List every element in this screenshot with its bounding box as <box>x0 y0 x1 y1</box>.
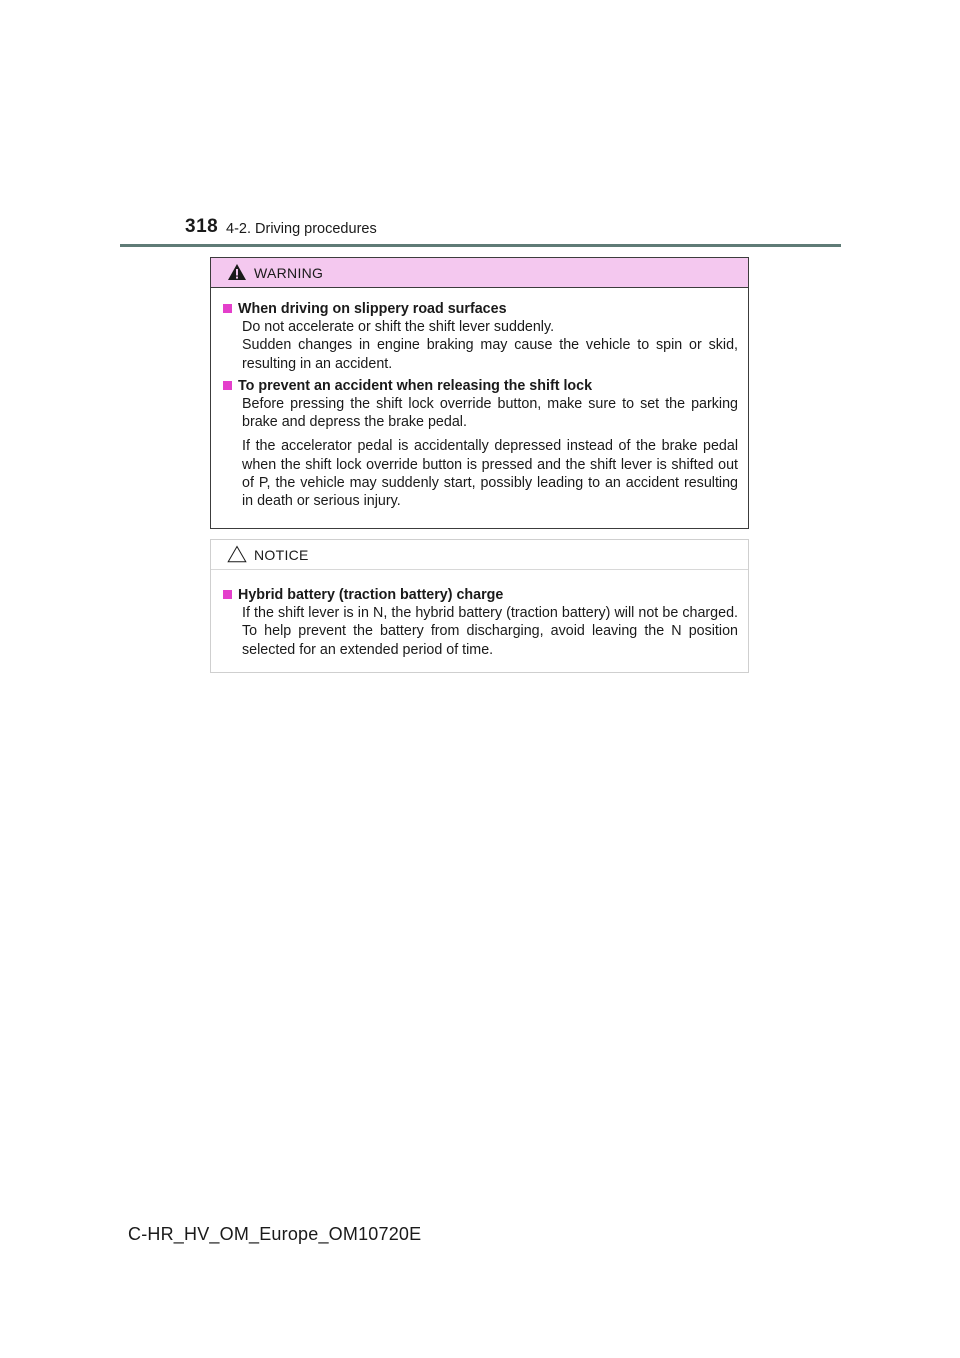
item-title: Hybrid battery (traction battery) charge <box>238 587 504 603</box>
item-title: To prevent an accident when releasing the shift lock <box>238 377 593 394</box>
warning-icon <box>227 263 247 281</box>
paragraph: Do not accelerate or shift the shift lever suddenly. <box>242 319 555 336</box>
warning-item-heading <box>223 377 738 395</box>
square-bullet-icon <box>223 304 232 313</box>
caution-icon <box>227 545 247 563</box>
warning-label: WARNING <box>254 265 324 281</box>
warning-body <box>211 288 748 510</box>
square-bullet-icon <box>223 590 232 599</box>
warning-header <box>211 258 748 288</box>
notice-header <box>211 540 748 570</box>
footer-document-code: C-HR_HV_OM_Europe_OM10720E <box>128 1224 422 1244</box>
notice-box <box>210 539 749 673</box>
item-title: When driving on slippery road surfaces <box>238 301 507 317</box>
paragraph: If the shift lever is in N, the hybrid battery (traction battery) will not be charged. To help prevent the battery from discharging, avoid leaving the N position selected for an extended period of time. <box>242 605 738 658</box>
paragraph: Before pressing the shift lock override button, make sure to set the parking brake and depress the brake pedal. <box>242 396 738 431</box>
notice-label: NOTICE <box>254 547 309 563</box>
square-bullet-icon <box>223 381 232 390</box>
paragraph: If the accelerator pedal is accidentally depressed instead of the brake pedal when the shift lock override button is pressed and the shift lever is shifted out of P, the vehicle may suddenly start, possibly leading to an accident resulting in death or serious injury. <box>242 438 738 510</box>
page-number: 318 <box>185 216 219 237</box>
notice-item-heading <box>223 586 738 604</box>
warning-item-heading <box>223 300 738 318</box>
warning-box <box>210 257 749 529</box>
header-rule <box>120 244 841 247</box>
notice-body <box>211 570 748 659</box>
paragraph: Sudden changes in engine braking may cause the vehicle to spin or skid, resulting in an accident. <box>242 337 738 372</box>
section-title: 4-2. Driving procedures <box>226 221 377 237</box>
